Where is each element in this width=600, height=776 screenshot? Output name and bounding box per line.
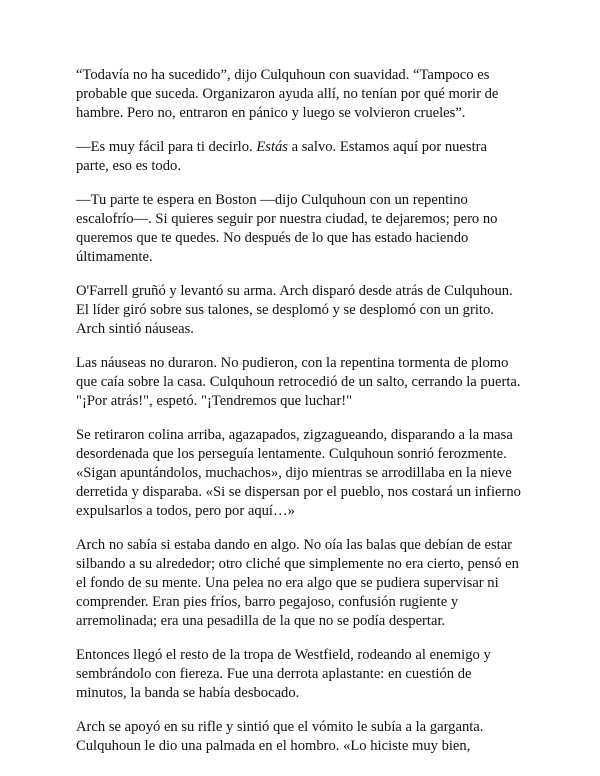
text-line: que caía sobre la casa. Culquhoun retrocedió de un salto, cerrando la puerta.: [76, 374, 521, 390]
text-line: Se retiraron colina arriba, agazapados, zigzagueando, disparando a la masa: [76, 427, 513, 443]
text-line: escalofrío—. Si quieres seguir por nuestra ciudad, te dejaremos; pero no: [76, 211, 498, 227]
text-line: Culquhoun le dio una palmada en el hombro. «Lo hiciste muy bien,: [76, 738, 471, 754]
paragraph: [76, 646, 536, 703]
text-line: Entonces llegó el resto de la tropa de Westfield, rodeando al enemigo y: [76, 647, 491, 663]
paragraph: [76, 426, 536, 521]
paragraph: [76, 536, 536, 631]
text-line: Arch no sabía si estaba dando en algo. No oía las balas que debían de estar: [76, 537, 513, 553]
text-line: Arch sintió náuseas.: [76, 321, 194, 337]
text-line: arremolinada; era una pesadilla de la que no se podía despertar.: [76, 613, 446, 629]
text-line: últimamente.: [76, 249, 153, 265]
text-line: parte, eso es todo.: [76, 158, 181, 174]
text-line: —Tu parte te espera en Boston —dijo Culquhoun con un repentino: [76, 192, 468, 208]
text-segment: a salvo. Estamos aquí por nuestra: [287, 139, 487, 155]
paragraph: [76, 718, 536, 756]
text-line: minutos, la banda se había desbocado.: [76, 685, 300, 701]
document-page: [76, 66, 536, 771]
text-line: comprender. Eran pies fríos, barro pegajoso, confusión rugiente y: [76, 594, 459, 610]
text-line: sembrándolo con fiereza. Fue una derrota aplastante: en cuestión de: [76, 666, 472, 682]
text-line: expulsarlos a todos, pero por aquí…»: [76, 503, 295, 519]
text-line: Las náuseas no duraron. No pudieron, con la repentina tormenta de plomo: [76, 355, 509, 371]
text-line: “Todavía no ha sucedido”, dijo Culquhoun con suavidad. “Tampoco es: [76, 67, 490, 83]
paragraph: [76, 354, 536, 411]
text-line: O'Farrell gruñó y levantó su arma. Arch disparó desde atrás de Culquhoun.: [76, 283, 513, 299]
paragraph: [76, 282, 536, 339]
text-line: probable que suceda. Organizaron ayuda allí, no tenían por qué morir de: [76, 86, 499, 102]
text-line: Arch se apoyó en su rifle y sintió que el vómito le subía a la garganta.: [76, 719, 484, 735]
text-line: «Sigan apuntándolos, muchachos», dijo mientras se arrodillaba en la nieve: [76, 465, 512, 481]
text-line: "¡Por atrás!", espetó. "¡Tendremos que luchar!": [76, 393, 353, 409]
emphasized-text: Estás: [256, 139, 288, 155]
paragraph: [76, 138, 536, 176]
text-line: hambre. Pero no, entraron en pánico y luego se volvieron crueles”.: [76, 105, 466, 121]
text-line: desordenada que los perseguía lentamente. Culquhoun sonrió ferozmente.: [76, 446, 507, 462]
paragraph: [76, 66, 536, 123]
paragraph: [76, 191, 536, 267]
text-line: silbando a su alrededor; otro cliché que simplemente no era cierto, pensó en: [76, 556, 519, 572]
text-line: derretida y disparaba. «Si se dispersan por el pueblo, nos costará un infierno: [76, 484, 521, 500]
text-line: El líder giró sobre sus talones, se desplomó y se desplomó con un grito.: [76, 302, 494, 318]
text-line: queremos que te quedes. No después de lo que has estado haciendo: [76, 230, 469, 246]
text-line: el fondo de su mente. Una pelea no era algo que se pudiera supervisar ni: [76, 575, 499, 591]
text-segment: —Es muy fácil para ti decirlo.: [76, 139, 257, 155]
